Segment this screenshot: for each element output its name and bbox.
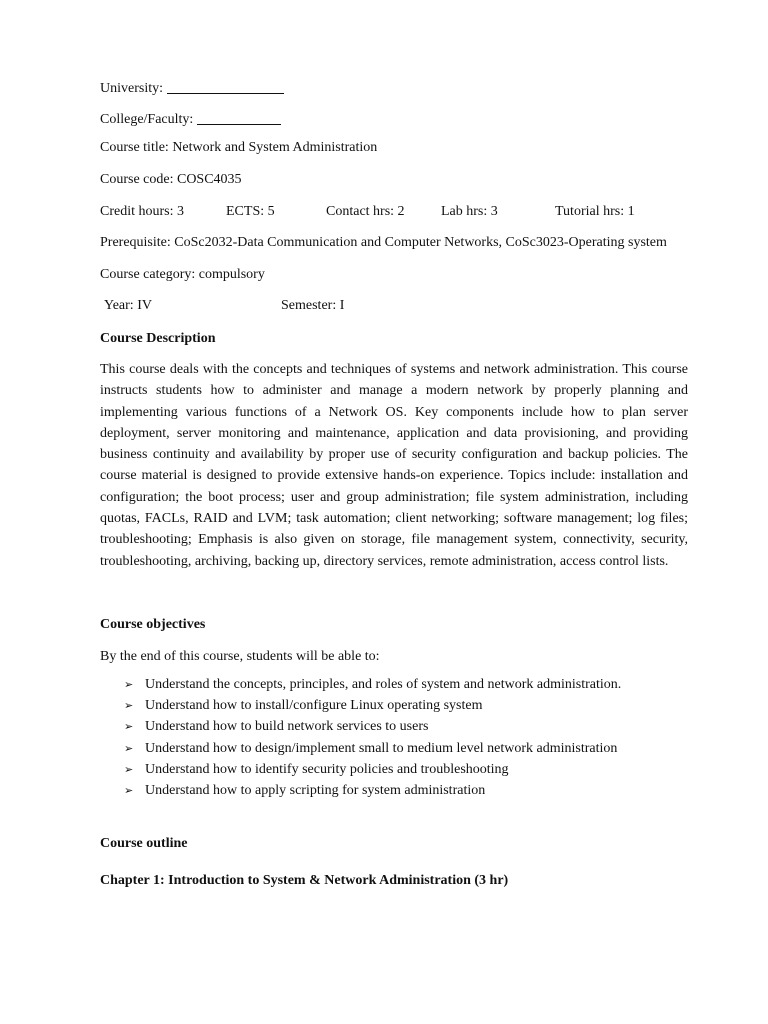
objective-text: Understand how to design/implement small to medium level network administration — [145, 740, 618, 756]
arrow-bullet-icon: ➢ — [124, 783, 134, 797]
objectives-list — [124, 675, 621, 802]
list-item — [124, 781, 621, 802]
objective-text: Understand how to install/configure Linux operating system — [145, 698, 483, 714]
description-heading: Course Description — [100, 331, 216, 346]
credit-hours: Credit hours: 3 — [100, 204, 184, 219]
university-blank — [167, 79, 284, 94]
list-item — [124, 739, 621, 760]
college-blank — [197, 110, 281, 125]
objective-text: Understand how to identify security policies and troubleshooting — [145, 761, 509, 777]
objectives-intro: By the end of this course, students will be able to: — [100, 649, 380, 664]
arrow-bullet-icon: ➢ — [124, 678, 134, 691]
university-line — [100, 77, 284, 98]
objective-text: Understand how to build network services to users — [145, 719, 429, 735]
objective-text: Understand how to apply scripting for system administration — [145, 782, 486, 798]
semester: Semester: I — [281, 298, 345, 313]
list-item — [124, 696, 621, 717]
arrow-bullet-icon: ➢ — [124, 720, 134, 734]
arrow-bullet-icon: ➢ — [124, 762, 134, 776]
tutorial-hrs: Tutorial hrs: 1 — [555, 204, 635, 219]
chapter-1-heading: Chapter 1: Introduction to System & Network Administration (3 hr) — [100, 873, 509, 888]
outline-heading: Course outline — [100, 836, 188, 851]
arrow-bullet-icon: ➢ — [124, 741, 134, 755]
lab-hrs: Lab hrs: 3 — [441, 204, 498, 219]
hours-row — [100, 203, 700, 221]
contact-hrs: Contact hrs: 2 — [326, 204, 405, 219]
description-paragraph: This course deals with the concepts and techniques of systems and network administration. This course instructs students how to administer and manage a modern network by properly planning and implementing various functions of a Network OS. Key components include how to plan server deployment, server monitoring and maintenance, application and data provisioning, and providing business continuity and availability by proper use of security configuration and backup policies. The course material is designed to provide extensive hands-on experience. Topics include: installation and configuration; the boot process; user and group administration; file system administration, including quotas, FACLs, RAID and LVM; task automation; client networking; software management; log files; troubleshooting; Emphasis is also given on storage, file management system, connectivity, security, troubleshooting, archiving, backing up, directory services, remote administration, access control lists. — [100, 362, 688, 569]
year: Year: IV — [104, 298, 152, 313]
objective-text: Understand the concepts, principles, and roles of system and network administration. — [145, 677, 622, 692]
college-label: College/Faculty: — [100, 112, 194, 127]
college-line — [100, 108, 281, 129]
arrow-bullet-icon: ➢ — [124, 699, 134, 713]
course-code: Course code: COSC4035 — [100, 172, 242, 187]
list-item — [124, 760, 621, 781]
year-semester-row — [100, 297, 500, 315]
list-item — [124, 675, 621, 696]
list-item — [124, 717, 621, 738]
prerequisite: Prerequisite: CoSc2032-Data Communication and Computer Networks, CoSc3023-Operating system — [100, 235, 667, 250]
course-title: Course title: Network and System Administration — [100, 140, 378, 155]
university-label: University: — [100, 81, 163, 96]
course-category: Course category: compulsory — [100, 267, 265, 282]
objectives-heading: Course objectives — [100, 617, 206, 632]
ects: ECTS: 5 — [226, 204, 275, 219]
